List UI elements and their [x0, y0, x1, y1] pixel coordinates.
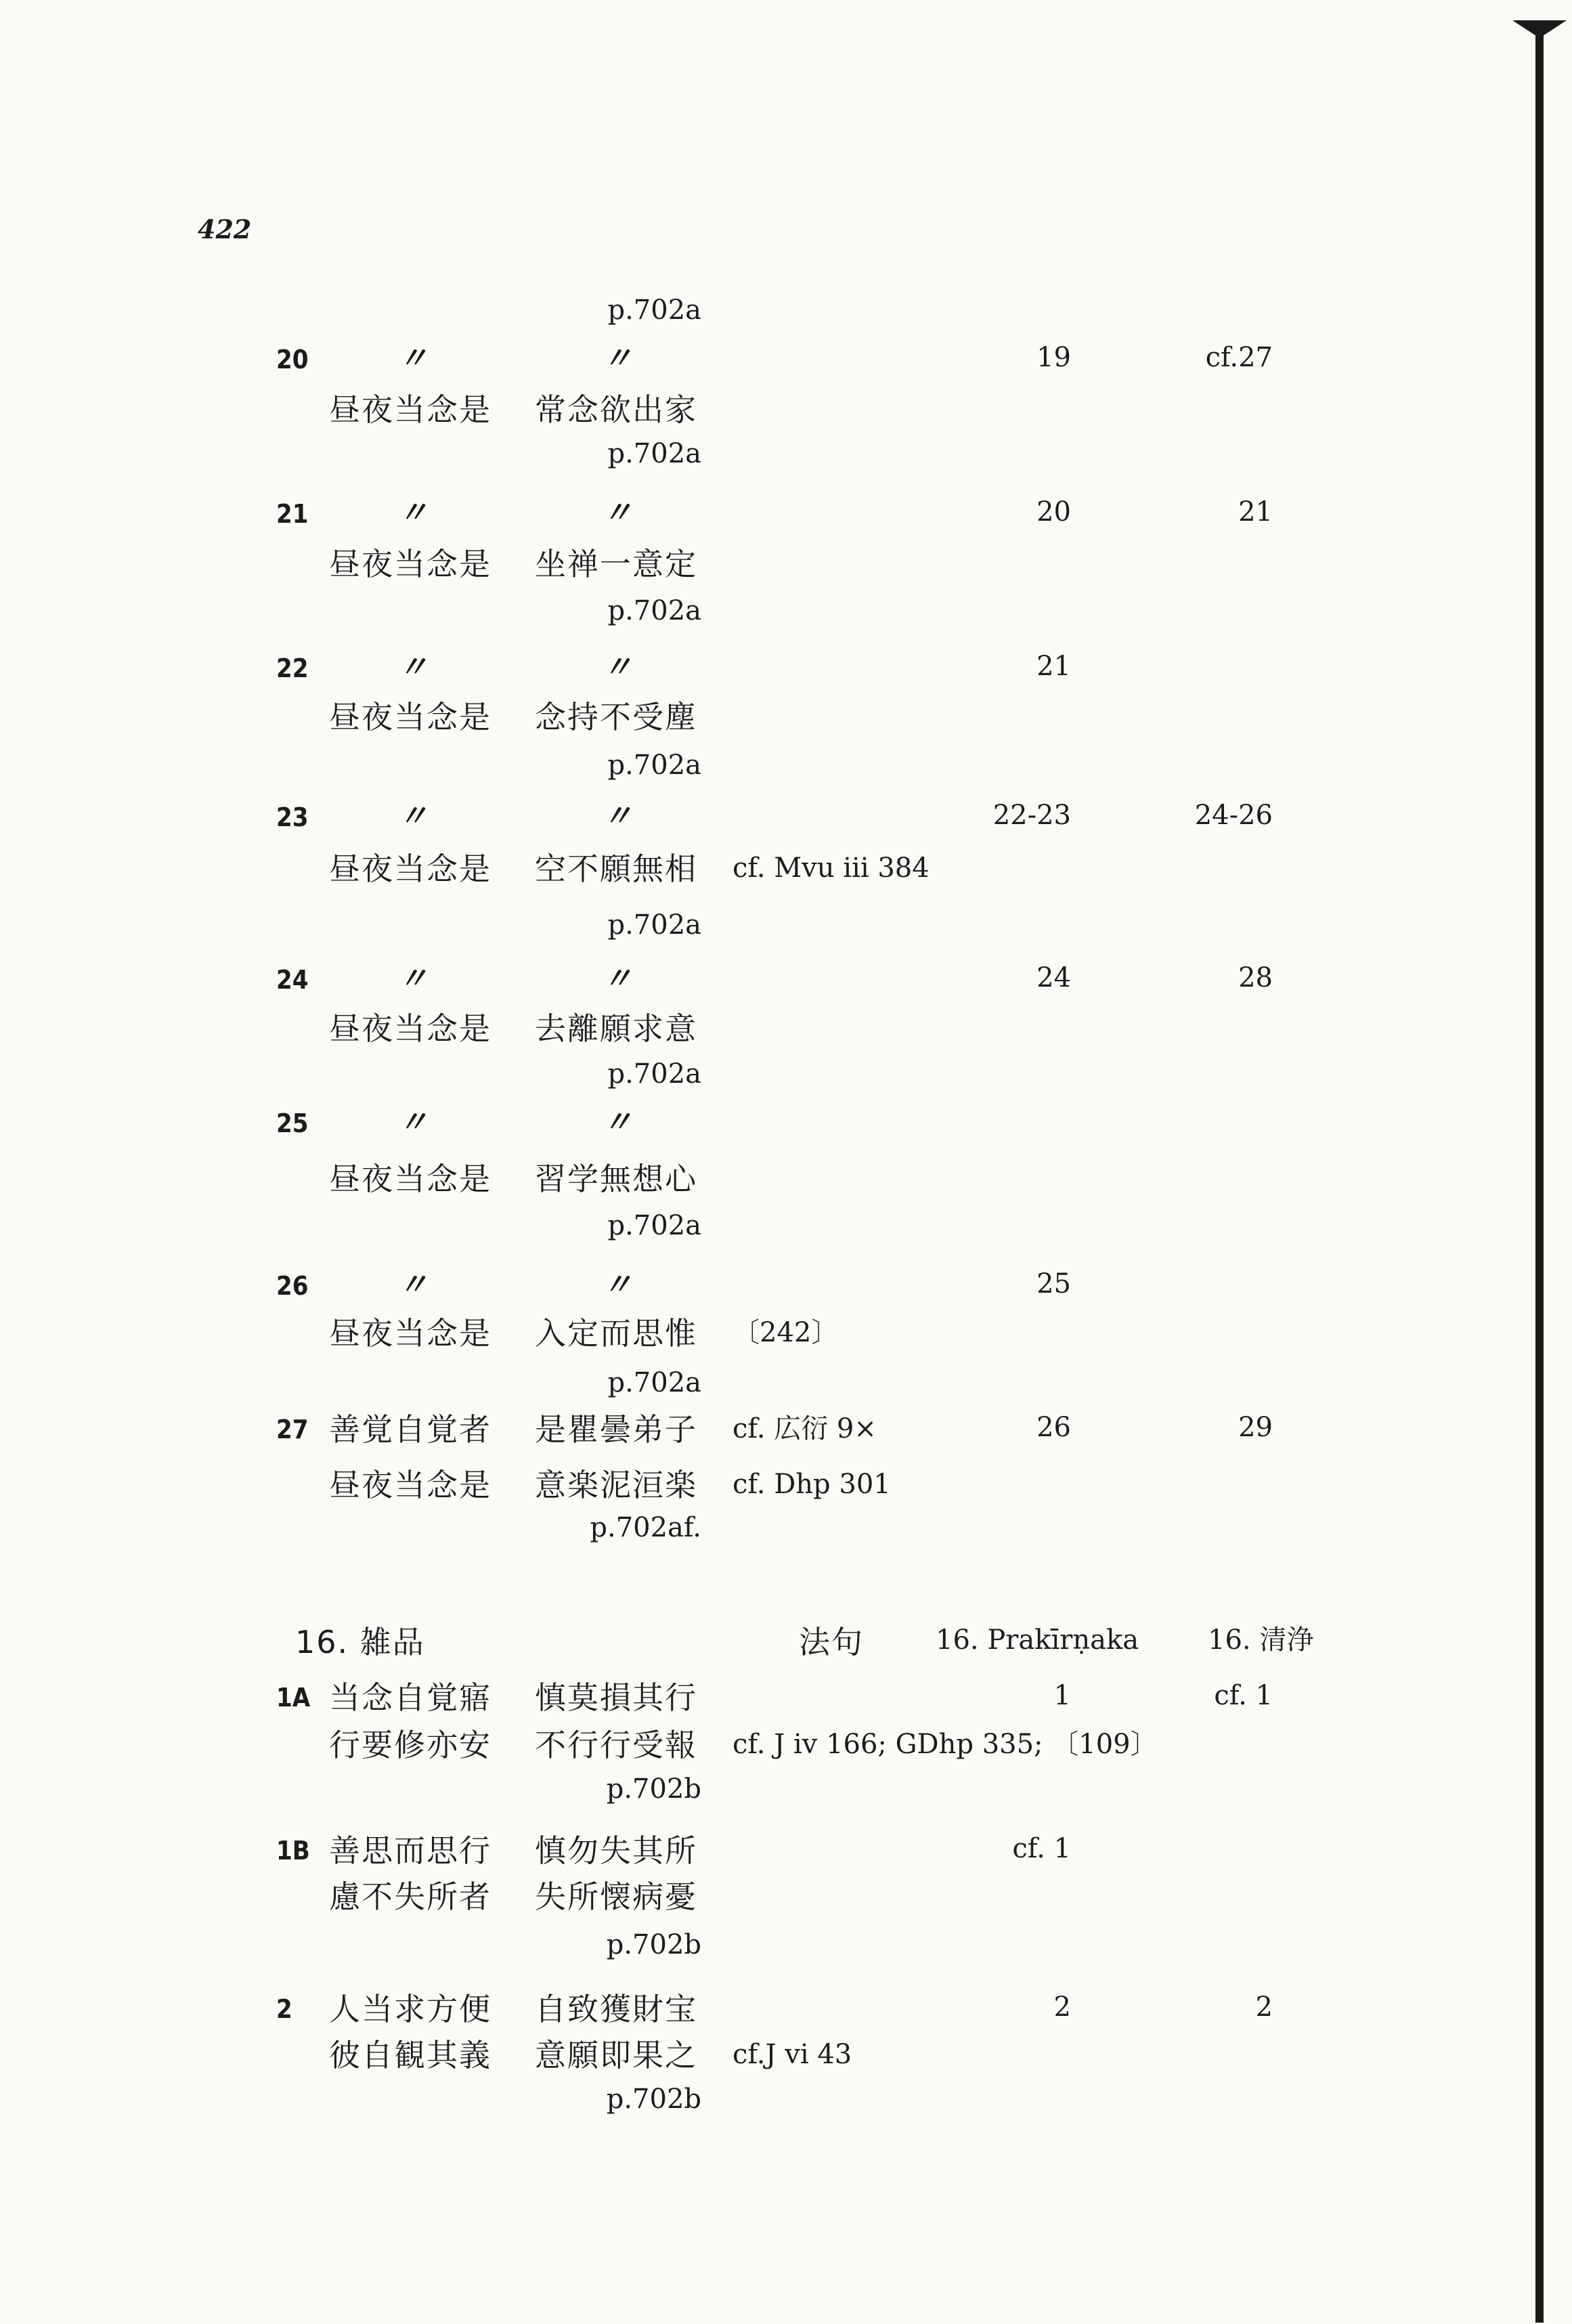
page-ref: p.702b — [606, 2084, 701, 2115]
verse-line-b: 慎莫損其行 — [535, 1679, 697, 1716]
verse-line-b: 空不願無相 — [535, 851, 697, 887]
parallel-reference: cf. Mvu iii 384 — [733, 853, 930, 884]
verse-number: 27 — [276, 1415, 309, 1444]
page-ref: p.702a — [607, 1058, 701, 1090]
col-6-value: cf. 1 — [1214, 1680, 1273, 1711]
section-title: 16. 雑品 — [295, 1624, 425, 1660]
verse-number: 26 — [276, 1271, 309, 1301]
page-number: 422 — [198, 214, 252, 244]
verse-number: 1B — [276, 1836, 310, 1866]
verse-number: 1A — [276, 1683, 311, 1713]
verse-line-a: 彼自観其義 — [329, 2037, 492, 2073]
verse-line-a: 善思而思行 — [329, 1832, 492, 1869]
verse-line-b: 慎勿失其所 — [535, 1832, 697, 1869]
page-ref: p.702a — [607, 438, 701, 469]
page-ref: p.702a — [607, 750, 701, 781]
ditto-mark: 〃 — [603, 799, 632, 834]
col-6-value: 2 — [1255, 1992, 1273, 2023]
page-ref: p.702a — [607, 1367, 701, 1398]
ditto-mark: 〃 — [398, 341, 428, 376]
ditto-mark: 〃 — [398, 962, 428, 996]
ditto-mark: 〃 — [603, 496, 632, 530]
verse-line-b: 失所懐病憂 — [535, 1878, 697, 1915]
verse-number: 24 — [276, 965, 309, 995]
verse-line-b: 意願即果之 — [535, 2037, 697, 2073]
col-5-value: 24 — [1036, 962, 1071, 993]
section-col-4-heading: 16. Prakīrṇaka — [936, 1624, 1139, 1656]
ditto-mark: 〃 — [603, 1105, 632, 1140]
page-edge-tip — [1512, 20, 1567, 35]
page-ref: p.702a — [607, 595, 701, 626]
verse-line-a: 昼夜当念是 — [329, 1010, 492, 1047]
verse-number: 25 — [276, 1109, 309, 1138]
page-ref: p.702a — [607, 295, 701, 326]
verse-line-a: 人当求方便 — [329, 1991, 492, 2027]
page-ref: p.702b — [606, 1929, 701, 1960]
col-6-value: cf.27 — [1205, 342, 1273, 373]
col-5-value: 2 — [1053, 1992, 1071, 2023]
verse-line-b: 習学無想心 — [535, 1161, 697, 1197]
ditto-mark: 〃 — [603, 341, 632, 376]
verse-line-a: 当念自覚寤 — [329, 1679, 492, 1716]
col-6-value: 21 — [1238, 496, 1273, 528]
verse-line-a: 行要修亦安 — [329, 1727, 492, 1763]
verse-line-b: 入定而思惟 — [535, 1315, 697, 1352]
ditto-mark: 〃 — [398, 799, 428, 834]
verse-line-a: 昼夜当念是 — [329, 546, 492, 582]
parallel-reference: cf. J iv 166; GDhp 335; 〔109〕 — [733, 1729, 1158, 1760]
verse-number: 20 — [276, 345, 309, 374]
verse-line-b: 不行行受報 — [535, 1727, 697, 1763]
parallel-reference: cf. Dhp 301 — [733, 1469, 891, 1500]
col-5-value: cf. 1 — [1012, 1833, 1071, 1864]
ditto-mark: 〃 — [603, 962, 632, 996]
section-col-5-heading: 16. 清浄 — [1208, 1624, 1314, 1656]
ditto-mark: 〃 — [398, 1105, 428, 1140]
verse-number: 22 — [276, 653, 309, 683]
verse-line-a: 昼夜当念是 — [329, 391, 492, 428]
col-5-value: 19 — [1036, 342, 1071, 373]
col-6-value: 28 — [1238, 962, 1273, 993]
col-5-value: 26 — [1036, 1412, 1071, 1443]
col-5-value: 25 — [1036, 1268, 1071, 1299]
verse-line-b: 自致獲財宝 — [535, 1991, 697, 2027]
page-ref: p.702a — [607, 909, 701, 941]
col-5-value: 21 — [1036, 651, 1071, 682]
verse-line-b: 去離願求意 — [535, 1010, 697, 1047]
col-5-value: 22-23 — [992, 800, 1071, 831]
verse-number: 23 — [276, 802, 309, 832]
verse-line-a: 善覚自覚者 — [329, 1411, 492, 1448]
verse-line-a: 昼夜当念是 — [329, 851, 492, 887]
ditto-mark: 〃 — [603, 650, 632, 685]
section-col-3-heading: 法句 — [799, 1624, 864, 1660]
verse-line-a: 慮不失所者 — [329, 1878, 492, 1915]
parallel-reference: cf.J vi 43 — [733, 2039, 852, 2070]
ditto-mark: 〃 — [398, 650, 428, 685]
verse-line-b: 意楽泥洹楽 — [535, 1467, 697, 1503]
verse-number: 2 — [276, 1994, 292, 2024]
parallel-reference: 〔242〕 — [733, 1317, 839, 1348]
col-6-value: 29 — [1238, 1412, 1273, 1443]
ditto-mark: 〃 — [603, 1268, 632, 1302]
verse-line-a: 昼夜当念是 — [329, 1467, 492, 1503]
page-ref: p.702b — [606, 1773, 701, 1805]
verse-line-b: 是瞿曇弟子 — [535, 1411, 697, 1448]
col-6-value: 24-26 — [1194, 800, 1273, 831]
parallel-reference: cf. 広衍 9× — [733, 1413, 877, 1444]
page-ref: p.702a — [607, 1210, 701, 1241]
verse-line-b: 常念欲出家 — [535, 391, 697, 428]
col-5-value: 1 — [1053, 1680, 1071, 1711]
ditto-mark: 〃 — [398, 496, 428, 530]
verse-line-b: 念持不受塵 — [535, 699, 697, 735]
col-5-value: 20 — [1036, 496, 1071, 528]
page-edge-rule — [1535, 20, 1544, 2323]
page-ref: p.702af. — [590, 1512, 701, 1543]
ditto-mark: 〃 — [398, 1268, 428, 1302]
verse-number: 21 — [276, 499, 309, 529]
verse-line-b: 坐禅一意定 — [535, 546, 697, 582]
verse-line-a: 昼夜当念是 — [329, 1315, 492, 1352]
verse-line-a: 昼夜当念是 — [329, 1161, 492, 1197]
verse-line-a: 昼夜当念是 — [329, 699, 492, 735]
